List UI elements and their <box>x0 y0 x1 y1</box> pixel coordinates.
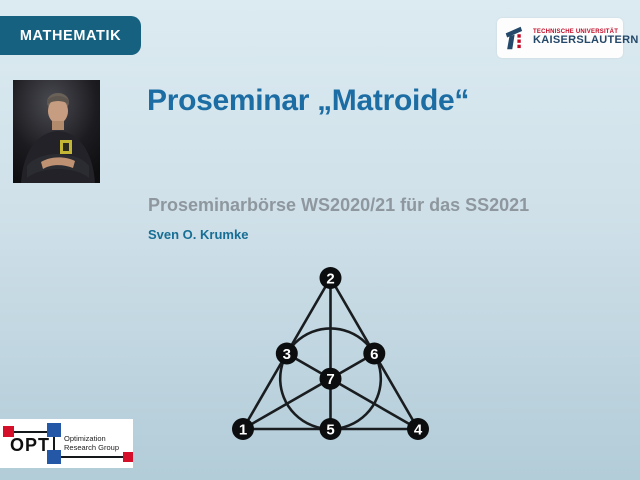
university-logo-icon <box>502 24 530 52</box>
research-group-logo <box>0 419 133 468</box>
opt-logo-name-line1: Optimization <box>64 434 106 443</box>
opt-logo-name <box>64 434 119 452</box>
graph-node-3 <box>276 343 298 365</box>
graph-node-label: 3 <box>282 345 291 363</box>
department-badge-label: MATHEMATIK <box>19 27 122 44</box>
graph-node-label: 4 <box>413 421 423 439</box>
slide-title: Proseminar „Matroide“ <box>147 84 470 117</box>
speaker-portrait-photo <box>13 80 100 183</box>
university-logo-text <box>533 29 639 47</box>
university-logo <box>497 18 639 58</box>
graph-node-4 <box>407 418 429 440</box>
graph-node-label: 2 <box>326 270 335 288</box>
opt-logo-vertical-line <box>53 437 55 450</box>
university-name-line2: KAISERSLAUTERN <box>533 34 639 47</box>
fano-plane-diagram <box>225 260 437 446</box>
opt-logo-red-square-bottom <box>123 452 133 462</box>
department-badge <box>0 16 141 55</box>
graph-node-label: 6 <box>370 345 379 363</box>
graph-node-label: 5 <box>326 421 335 439</box>
graph-node-7 <box>320 368 342 390</box>
opt-logo-name-line2: Research Group <box>64 443 120 452</box>
opt-logo-top-line <box>14 431 47 433</box>
graph-node-2 <box>320 267 342 289</box>
university-name-line1: TECHNISCHE UNIVERSITÄT <box>533 29 619 36</box>
opt-logo-bottom-line <box>61 456 123 458</box>
graph-node-label: 7 <box>326 371 335 389</box>
graph-node-6 <box>363 343 385 365</box>
graph-node-1 <box>232 418 254 440</box>
author-name: Sven O. Krumke <box>148 227 249 242</box>
slide-subtitle: Proseminarbörse WS2020/21 für das SS2021 <box>148 195 530 215</box>
graph-node-label: 1 <box>238 421 248 439</box>
graph-node-5 <box>320 418 342 440</box>
opt-logo-acronym: OPT <box>10 435 51 455</box>
